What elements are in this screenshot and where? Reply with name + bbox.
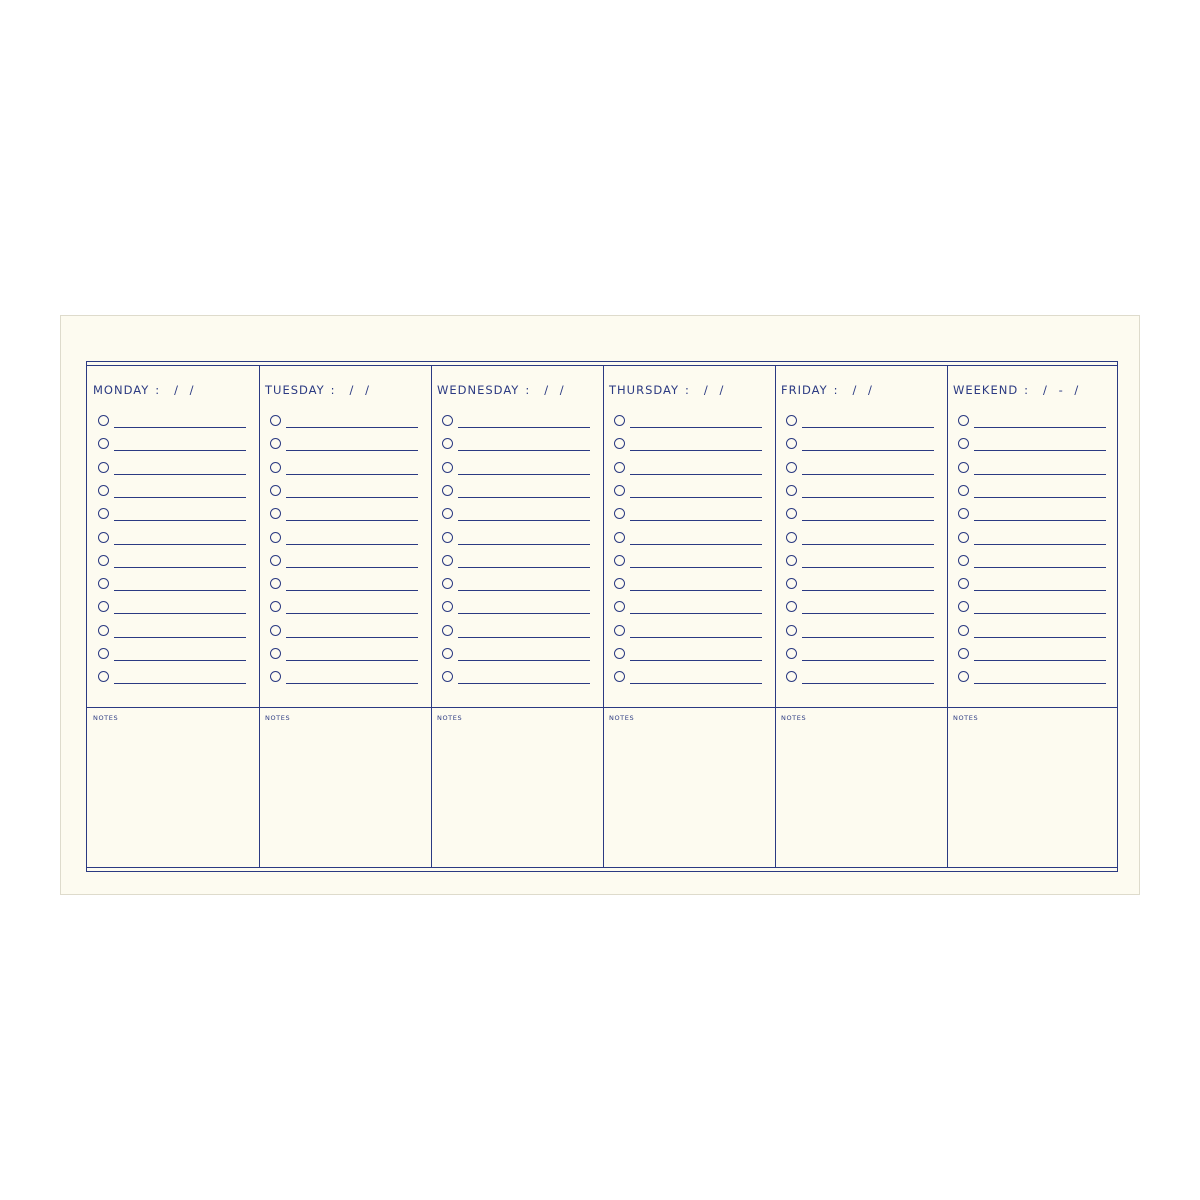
task-checkbox[interactable]: [442, 671, 453, 682]
task-item: [442, 462, 592, 476]
notes-label: NOTES: [609, 714, 635, 722]
task-checkbox[interactable]: [270, 462, 281, 473]
task-checkbox[interactable]: [958, 555, 969, 566]
task-item: [270, 625, 420, 639]
task-checkbox[interactable]: [98, 601, 109, 612]
day-name: WEDNESDAY: [437, 383, 520, 397]
task-write-line[interactable]: [974, 567, 1106, 568]
task-item: [614, 532, 764, 546]
task-checkbox[interactable]: [270, 438, 281, 449]
task-item: [442, 532, 592, 546]
task-item: [614, 648, 764, 662]
task-write-line[interactable]: [802, 450, 934, 451]
task-write-line[interactable]: [630, 520, 762, 521]
task-item: [442, 415, 592, 429]
task-checkbox[interactable]: [98, 555, 109, 566]
task-write-line[interactable]: [114, 520, 246, 521]
task-checkbox[interactable]: [98, 438, 109, 449]
day-header: [265, 383, 373, 397]
task-item: [98, 508, 248, 522]
task-checkbox[interactable]: [270, 601, 281, 612]
task-item: [786, 438, 936, 452]
task-checkbox[interactable]: [614, 462, 625, 473]
task-checkbox[interactable]: [786, 555, 797, 566]
task-item: [270, 462, 420, 476]
task-write-line[interactable]: [458, 637, 590, 638]
task-checkbox[interactable]: [614, 415, 625, 426]
task-checkbox[interactable]: [958, 532, 969, 543]
task-write-line[interactable]: [114, 450, 246, 451]
task-write-line[interactable]: [974, 520, 1106, 521]
day-date-field[interactable]: / /: [349, 383, 373, 397]
task-item: [98, 625, 248, 639]
task-checkbox[interactable]: [958, 415, 969, 426]
task-write-line[interactable]: [458, 590, 590, 591]
task-checkbox[interactable]: [98, 648, 109, 659]
task-checkbox[interactable]: [958, 648, 969, 659]
task-item: [786, 601, 936, 615]
day-column-tuesday: [259, 362, 431, 871]
task-write-line[interactable]: [458, 567, 590, 568]
task-checkbox[interactable]: [614, 625, 625, 636]
day-date-field[interactable]: / /: [174, 383, 198, 397]
task-item: [442, 508, 592, 522]
task-item: [958, 625, 1108, 639]
task-checkbox[interactable]: [786, 671, 797, 682]
task-write-line[interactable]: [974, 683, 1106, 684]
task-checkbox[interactable]: [98, 508, 109, 519]
task-item: [614, 415, 764, 429]
task-write-line[interactable]: [114, 567, 246, 568]
task-checkbox[interactable]: [98, 532, 109, 543]
task-item: [958, 601, 1108, 615]
task-checkbox[interactable]: [270, 555, 281, 566]
task-checkbox[interactable]: [442, 438, 453, 449]
task-checkbox[interactable]: [614, 438, 625, 449]
notes-label: NOTES: [781, 714, 807, 722]
task-write-line[interactable]: [114, 427, 246, 428]
task-write-line[interactable]: [114, 590, 246, 591]
day-name: THURSDAY: [609, 383, 680, 397]
task-item: [98, 648, 248, 662]
task-checkbox[interactable]: [958, 485, 969, 496]
day-name: MONDAY: [93, 383, 150, 397]
task-checkbox[interactable]: [958, 671, 969, 682]
day-date-field[interactable]: / /: [544, 383, 568, 397]
task-item: [442, 648, 592, 662]
notes-label: NOTES: [437, 714, 463, 722]
day-separator: :: [155, 383, 161, 397]
task-write-line[interactable]: [630, 567, 762, 568]
task-write-line[interactable]: [458, 450, 590, 451]
day-column-monday: [87, 362, 259, 871]
day-date-field[interactable]: / /: [852, 383, 876, 397]
task-checkbox[interactable]: [442, 485, 453, 496]
task-checkbox[interactable]: [958, 438, 969, 449]
planner-grid: [86, 361, 1118, 872]
task-item: [958, 485, 1108, 499]
task-item: [958, 671, 1108, 685]
task-write-line[interactable]: [630, 637, 762, 638]
task-item: [442, 625, 592, 639]
task-item: [786, 508, 936, 522]
task-item: [614, 555, 764, 569]
task-item: [958, 648, 1108, 662]
task-item: [270, 648, 420, 662]
task-write-line[interactable]: [114, 544, 246, 545]
day-separator: :: [833, 383, 839, 397]
task-write-line[interactable]: [114, 637, 246, 638]
task-write-line[interactable]: [286, 567, 418, 568]
task-checkbox[interactable]: [442, 601, 453, 612]
task-item: [614, 462, 764, 476]
task-write-line[interactable]: [974, 474, 1106, 475]
day-header: [93, 383, 198, 397]
day-separator: :: [685, 383, 690, 397]
task-write-line[interactable]: [630, 497, 762, 498]
task-write-line[interactable]: [630, 683, 762, 684]
task-item: [614, 625, 764, 639]
day-date-field[interactable]: / /: [703, 383, 728, 397]
task-item: [270, 555, 420, 569]
task-item: [786, 532, 936, 546]
task-checkbox[interactable]: [786, 485, 797, 496]
task-item: [270, 532, 420, 546]
notes-area[interactable]: [775, 724, 947, 864]
task-checkbox[interactable]: [442, 648, 453, 659]
task-checkbox[interactable]: [614, 508, 625, 519]
task-item: [270, 438, 420, 452]
task-write-line[interactable]: [458, 520, 590, 521]
task-checkbox[interactable]: [786, 578, 797, 589]
task-item: [98, 485, 248, 499]
task-item: [958, 508, 1108, 522]
task-write-line[interactable]: [114, 660, 246, 661]
notes-label: NOTES: [953, 714, 979, 722]
day-separator: :: [525, 383, 531, 397]
task-item: [98, 462, 248, 476]
task-item: [98, 671, 248, 685]
task-write-line[interactable]: [458, 660, 590, 661]
task-item: [270, 601, 420, 615]
task-write-line[interactable]: [114, 497, 246, 498]
task-item: [614, 601, 764, 615]
planner-pad: [60, 315, 1140, 895]
task-write-line[interactable]: [630, 544, 762, 545]
task-checkbox[interactable]: [442, 508, 453, 519]
task-item: [958, 578, 1108, 592]
task-write-line[interactable]: [458, 474, 590, 475]
task-write-line[interactable]: [974, 544, 1106, 545]
notes-area[interactable]: [259, 724, 431, 864]
task-write-line[interactable]: [286, 683, 418, 684]
task-write-line[interactable]: [802, 590, 934, 591]
task-item: [442, 601, 592, 615]
task-write-line[interactable]: [630, 427, 762, 428]
task-item: [98, 578, 248, 592]
task-checkbox[interactable]: [442, 532, 453, 543]
day-date-field[interactable]: / - /: [1043, 383, 1083, 397]
day-name: TUESDAY: [265, 383, 325, 397]
task-write-line[interactable]: [458, 497, 590, 498]
task-item: [614, 578, 764, 592]
task-write-line[interactable]: [630, 450, 762, 451]
task-checkbox[interactable]: [270, 415, 281, 426]
task-write-line[interactable]: [630, 613, 762, 614]
task-item: [270, 578, 420, 592]
task-item: [442, 671, 592, 685]
task-checkbox[interactable]: [786, 601, 797, 612]
task-checkbox[interactable]: [98, 415, 109, 426]
task-checkbox[interactable]: [270, 485, 281, 496]
task-write-line[interactable]: [974, 613, 1106, 614]
task-checkbox[interactable]: [98, 578, 109, 589]
task-item: [98, 555, 248, 569]
task-write-line[interactable]: [458, 613, 590, 614]
task-checkbox[interactable]: [442, 578, 453, 589]
task-item: [442, 485, 592, 499]
task-checkbox[interactable]: [786, 438, 797, 449]
notes-area[interactable]: [947, 724, 1119, 864]
task-write-line[interactable]: [974, 497, 1106, 498]
task-item: [442, 578, 592, 592]
notes-area[interactable]: [87, 724, 259, 864]
task-write-line[interactable]: [286, 520, 418, 521]
task-checkbox[interactable]: [270, 671, 281, 682]
day-header: [953, 383, 1082, 397]
notes-label: NOTES: [93, 714, 119, 722]
day-header: [609, 383, 727, 397]
task-item: [786, 648, 936, 662]
task-item: [786, 485, 936, 499]
task-checkbox[interactable]: [614, 485, 625, 496]
task-write-line[interactable]: [802, 660, 934, 661]
task-item: [786, 671, 936, 685]
task-checkbox[interactable]: [958, 578, 969, 589]
task-checkbox[interactable]: [442, 415, 453, 426]
notes-area[interactable]: [431, 724, 603, 864]
task-write-line[interactable]: [974, 590, 1106, 591]
task-write-line[interactable]: [974, 450, 1106, 451]
task-write-line[interactable]: [286, 660, 418, 661]
day-name: WEEKEND: [953, 383, 1019, 397]
day-column-friday: [775, 362, 947, 871]
task-write-line[interactable]: [802, 544, 934, 545]
task-write-line[interactable]: [802, 637, 934, 638]
task-checkbox[interactable]: [270, 578, 281, 589]
task-write-line[interactable]: [802, 520, 934, 521]
task-checkbox[interactable]: [98, 485, 109, 496]
task-item: [786, 625, 936, 639]
task-checkbox[interactable]: [614, 601, 625, 612]
task-item: [98, 601, 248, 615]
task-checkbox[interactable]: [98, 671, 109, 682]
task-item: [614, 508, 764, 522]
task-write-line[interactable]: [974, 427, 1106, 428]
task-checkbox[interactable]: [98, 462, 109, 473]
task-item: [958, 415, 1108, 429]
task-checkbox[interactable]: [614, 578, 625, 589]
task-item: [958, 438, 1108, 452]
task-write-line[interactable]: [802, 474, 934, 475]
task-write-line[interactable]: [802, 613, 934, 614]
task-checkbox[interactable]: [614, 671, 625, 682]
task-write-line[interactable]: [286, 637, 418, 638]
task-checkbox[interactable]: [270, 625, 281, 636]
task-checkbox[interactable]: [958, 508, 969, 519]
task-item: [614, 438, 764, 452]
task-checkbox[interactable]: [442, 555, 453, 566]
task-write-line[interactable]: [630, 590, 762, 591]
notes-label: NOTES: [265, 714, 291, 722]
task-item: [786, 415, 936, 429]
task-item: [98, 438, 248, 452]
task-item: [958, 462, 1108, 476]
task-checkbox[interactable]: [786, 415, 797, 426]
task-write-line[interactable]: [458, 427, 590, 428]
task-checkbox[interactable]: [958, 462, 969, 473]
task-write-line[interactable]: [630, 474, 762, 475]
task-item: [958, 555, 1108, 569]
task-write-line[interactable]: [974, 637, 1106, 638]
task-checkbox[interactable]: [442, 625, 453, 636]
task-checkbox[interactable]: [270, 648, 281, 659]
task-write-line[interactable]: [286, 544, 418, 545]
notes-area[interactable]: [603, 724, 775, 864]
task-checkbox[interactable]: [442, 462, 453, 473]
task-write-line[interactable]: [286, 474, 418, 475]
task-checkbox[interactable]: [98, 625, 109, 636]
task-item: [786, 462, 936, 476]
day-column-wednesday: [431, 362, 603, 871]
task-checkbox[interactable]: [786, 625, 797, 636]
day-header: [781, 383, 876, 397]
task-checkbox[interactable]: [270, 508, 281, 519]
task-checkbox[interactable]: [786, 532, 797, 543]
task-item: [98, 415, 248, 429]
task-checkbox[interactable]: [958, 601, 969, 612]
task-item: [98, 532, 248, 546]
task-item: [442, 555, 592, 569]
task-write-line[interactable]: [286, 497, 418, 498]
task-write-line[interactable]: [802, 567, 934, 568]
task-write-line[interactable]: [114, 613, 246, 614]
task-write-line[interactable]: [114, 474, 246, 475]
day-separator: :: [1024, 383, 1030, 397]
task-write-line[interactable]: [286, 427, 418, 428]
day-name: FRIDAY: [781, 383, 828, 397]
task-write-line[interactable]: [286, 590, 418, 591]
task-checkbox[interactable]: [614, 532, 625, 543]
day-separator: :: [330, 383, 336, 397]
task-item: [270, 415, 420, 429]
task-write-line[interactable]: [114, 683, 246, 684]
task-checkbox[interactable]: [270, 532, 281, 543]
task-write-line[interactable]: [802, 427, 934, 428]
task-checkbox[interactable]: [614, 555, 625, 566]
task-write-line[interactable]: [458, 683, 590, 684]
day-column-thursday: [603, 362, 775, 871]
task-write-line[interactable]: [286, 613, 418, 614]
task-write-line[interactable]: [802, 683, 934, 684]
task-write-line[interactable]: [630, 660, 762, 661]
task-item: [270, 671, 420, 685]
task-item: [786, 578, 936, 592]
task-write-line[interactable]: [458, 544, 590, 545]
task-checkbox[interactable]: [786, 648, 797, 659]
day-column-weekend: [947, 362, 1119, 871]
task-item: [614, 485, 764, 499]
task-write-line[interactable]: [802, 497, 934, 498]
task-checkbox[interactable]: [786, 462, 797, 473]
task-item: [442, 438, 592, 452]
task-write-line[interactable]: [974, 660, 1106, 661]
day-header: [437, 383, 568, 397]
task-item: [958, 532, 1108, 546]
task-item: [614, 671, 764, 685]
task-item: [270, 485, 420, 499]
task-checkbox[interactable]: [958, 625, 969, 636]
task-item: [786, 555, 936, 569]
task-checkbox[interactable]: [614, 648, 625, 659]
task-write-line[interactable]: [286, 450, 418, 451]
task-checkbox[interactable]: [786, 508, 797, 519]
task-item: [270, 508, 420, 522]
